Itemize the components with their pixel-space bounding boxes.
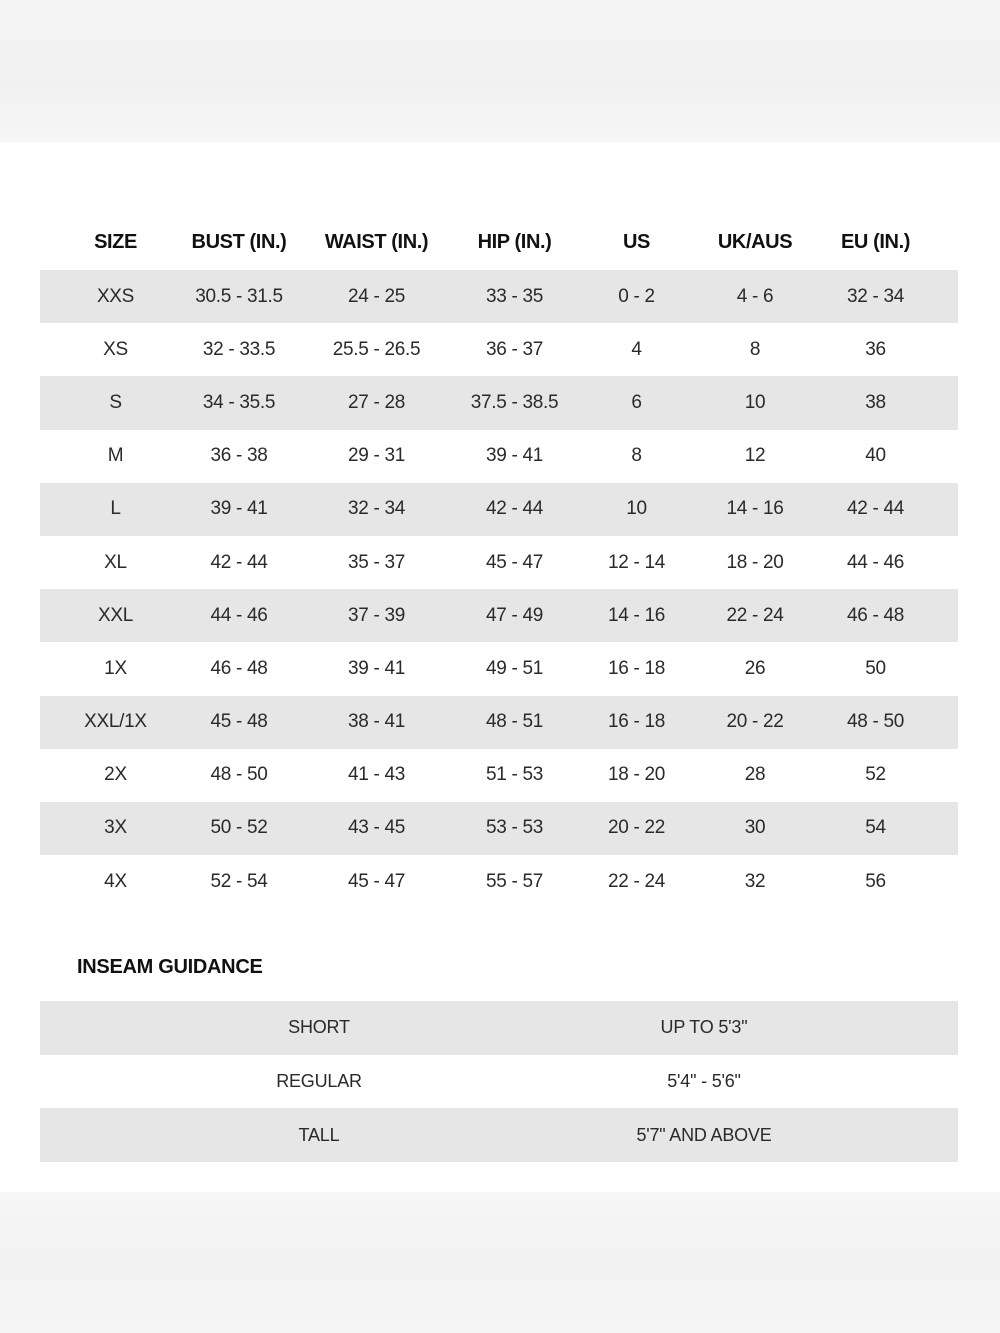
inseam-row — [40, 1108, 958, 1162]
cell-us: 10 — [626, 498, 647, 520]
header-hip: HIP (IN.) — [477, 230, 552, 253]
cell-uk-aus: 28 — [744, 764, 766, 786]
cell-eu: 56 — [865, 870, 886, 892]
table-row — [40, 323, 958, 376]
cell-waist: 41 - 43 — [347, 764, 406, 786]
cell-bust: 45 - 48 — [210, 711, 268, 733]
cell-hip: 33 - 35 — [485, 285, 544, 307]
cell-size: 2X — [104, 764, 127, 786]
inseam-length-label: TALL — [298, 1124, 340, 1145]
top-backdrop — [0, 0, 1000, 142]
cell-waist: 25.5 - 26.5 — [332, 338, 421, 360]
cell-eu: 32 - 34 — [846, 285, 905, 307]
cell-us: 14 - 16 — [607, 604, 666, 626]
header-uk-aus: UK/AUS — [717, 230, 793, 253]
cell-eu: 48 - 50 — [846, 711, 905, 733]
cell-hip: 37.5 - 38.5 — [470, 391, 559, 413]
cell-size: XXL/1X — [84, 711, 147, 733]
header-size: SIZE — [94, 230, 137, 253]
cell-hip: 42 - 44 — [485, 498, 544, 520]
cell-hip: 53 - 53 — [485, 817, 544, 839]
cell-eu: 42 - 44 — [846, 498, 905, 520]
cell-bust: 42 - 44 — [210, 551, 268, 573]
cell-us: 12 - 14 — [607, 551, 666, 573]
cell-waist: 43 - 45 — [347, 817, 406, 839]
header-bust: BUST (IN.) — [191, 230, 287, 253]
cell-us: 16 - 18 — [607, 711, 666, 733]
cell-bust: 44 - 46 — [210, 604, 268, 626]
cell-uk-aus: 8 — [749, 338, 761, 360]
table-row — [40, 696, 958, 749]
cell-us: 8 — [631, 445, 642, 467]
cell-waist: 45 - 47 — [347, 870, 406, 892]
cell-us: 20 - 22 — [607, 817, 666, 839]
cell-uk-aus: 22 - 24 — [726, 604, 784, 626]
inseam-length-label: SHORT — [288, 1017, 350, 1038]
cell-bust: 30.5 - 31.5 — [195, 285, 283, 307]
cell-waist: 38 - 41 — [347, 711, 406, 733]
cell-eu: 52 — [865, 764, 886, 786]
cell-eu: 46 - 48 — [846, 604, 905, 626]
cell-uk-aus: 32 — [744, 870, 766, 892]
header-waist: WAIST (IN.) — [324, 230, 429, 253]
size-chart-header-row — [40, 214, 958, 270]
cell-hip: 45 - 47 — [485, 551, 544, 573]
cell-uk-aus: 26 — [744, 657, 766, 679]
inseam-row — [40, 1001, 958, 1055]
cell-hip: 48 - 51 — [485, 711, 544, 733]
cell-eu: 54 — [865, 817, 886, 839]
cell-bust: 36 - 38 — [210, 445, 268, 467]
table-row — [40, 802, 958, 855]
cell-bust: 39 - 41 — [210, 498, 268, 520]
header-us: US — [623, 230, 650, 253]
cell-bust: 34 - 35.5 — [202, 391, 276, 413]
cell-us: 6 — [631, 391, 642, 413]
cell-uk-aus: 4 - 6 — [736, 285, 774, 307]
cell-us: 0 - 2 — [618, 285, 655, 307]
header-eu: EU (IN.) — [840, 230, 911, 253]
cell-uk-aus: 10 — [744, 391, 766, 413]
cell-size: XL — [104, 551, 127, 573]
inseam-table — [40, 1001, 958, 1162]
cell-size: 4X — [104, 870, 127, 892]
size-chart-table — [40, 214, 958, 908]
cell-hip: 51 - 53 — [485, 764, 544, 786]
table-row — [40, 376, 958, 429]
cell-hip: 36 - 37 — [485, 338, 544, 360]
cell-us: 22 - 24 — [607, 870, 666, 892]
cell-us: 18 - 20 — [607, 764, 666, 786]
cell-hip: 39 - 41 — [485, 445, 544, 467]
cell-size: 3X — [104, 817, 127, 839]
cell-eu: 44 - 46 — [846, 551, 905, 573]
table-row — [40, 430, 958, 483]
cell-bust: 48 - 50 — [210, 764, 268, 786]
table-row — [40, 270, 958, 323]
table-row — [40, 589, 958, 642]
cell-bust: 50 - 52 — [210, 817, 268, 839]
cell-bust: 32 - 33.5 — [202, 338, 276, 360]
table-row — [40, 536, 958, 589]
inseam-guidance-title: INSEAM GUIDANCE — [77, 956, 263, 978]
cell-waist: 29 - 31 — [347, 445, 406, 467]
cell-uk-aus: 20 - 22 — [726, 711, 784, 733]
cell-size: XXL — [97, 604, 133, 626]
cell-waist: 32 - 34 — [347, 498, 406, 520]
cell-uk-aus: 12 — [744, 445, 766, 467]
cell-eu: 50 — [865, 657, 886, 679]
inseam-height-range: UP TO 5'3" — [660, 1017, 748, 1038]
cell-waist: 27 - 28 — [347, 391, 406, 413]
cell-hip: 55 - 57 — [485, 870, 544, 892]
cell-size: XXS — [96, 285, 135, 307]
table-row — [40, 483, 958, 536]
cell-us: 16 - 18 — [607, 657, 666, 679]
cell-waist: 37 - 39 — [347, 604, 406, 626]
cell-size: XS — [103, 338, 128, 360]
cell-eu: 36 — [865, 338, 886, 360]
cell-size: 1X — [104, 657, 127, 679]
cell-uk-aus: 30 — [744, 817, 766, 839]
cell-waist: 39 - 41 — [347, 657, 406, 679]
cell-bust: 52 - 54 — [210, 870, 268, 892]
cell-us: 4 — [631, 338, 642, 360]
bottom-backdrop — [0, 1192, 1000, 1333]
cell-uk-aus: 18 - 20 — [726, 551, 784, 573]
table-row — [40, 749, 958, 802]
cell-size: S — [109, 391, 122, 413]
table-row — [40, 642, 958, 695]
cell-waist: 35 - 37 — [347, 551, 406, 573]
cell-eu: 40 — [865, 445, 886, 467]
cell-size: M — [107, 445, 124, 467]
cell-size: L — [110, 498, 121, 520]
cell-waist: 24 - 25 — [347, 285, 406, 307]
cell-eu: 38 — [865, 391, 886, 413]
inseam-height-range: 5'4" - 5'6" — [667, 1071, 741, 1092]
inseam-height-range: 5'7" AND ABOVE — [636, 1124, 772, 1145]
inseam-row — [40, 1055, 958, 1109]
table-row — [40, 855, 958, 908]
cell-bust: 46 - 48 — [210, 657, 268, 679]
cell-hip: 49 - 51 — [485, 657, 544, 679]
cell-hip: 47 - 49 — [485, 604, 544, 626]
inseam-length-label: REGULAR — [276, 1071, 362, 1092]
cell-uk-aus: 14 - 16 — [726, 498, 784, 520]
